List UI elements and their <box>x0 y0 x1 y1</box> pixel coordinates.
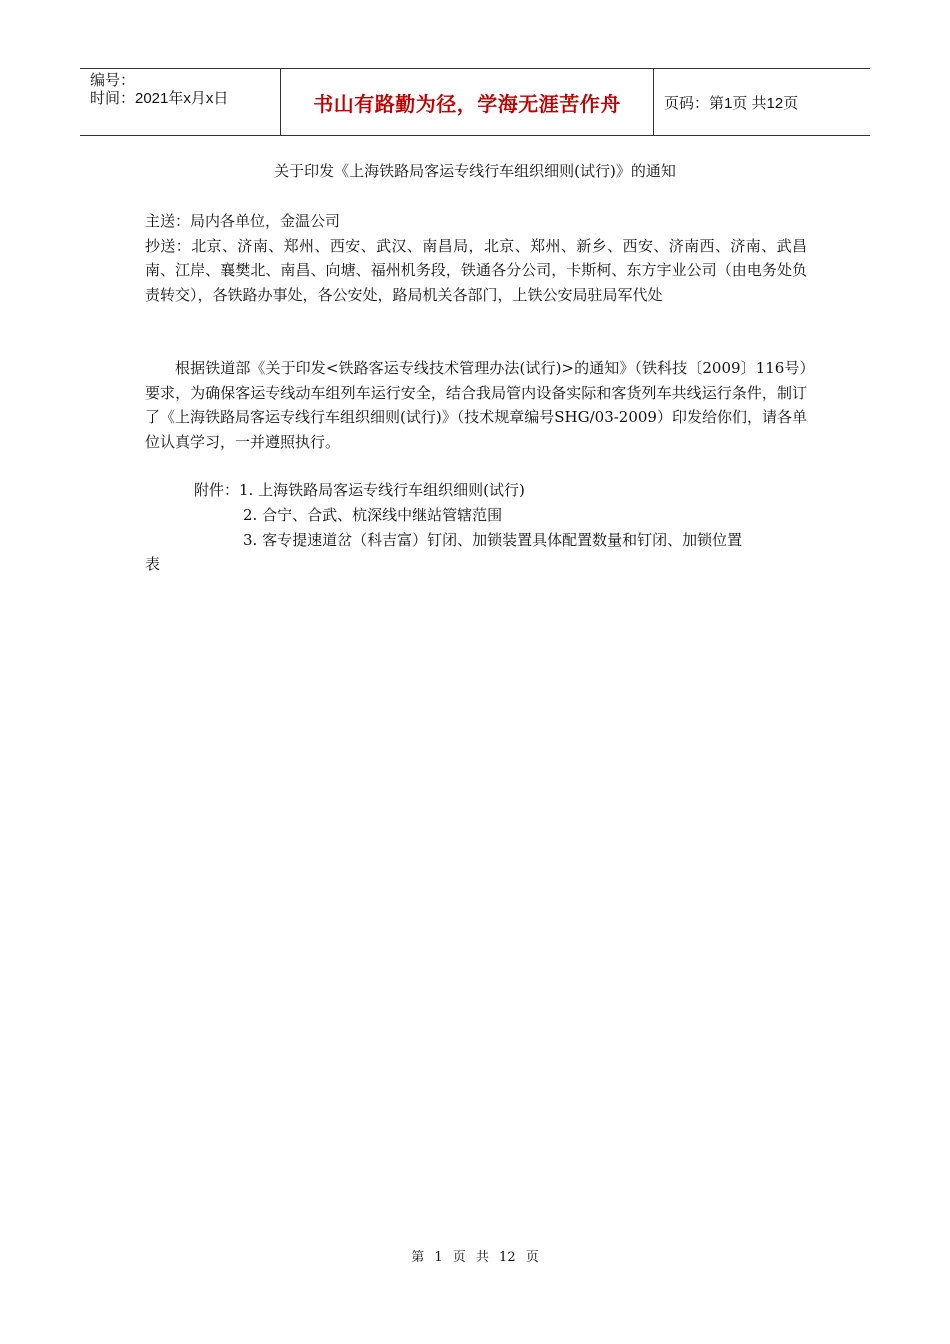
attachment-item-1: 1. 上海铁路局客运专线行车组织细则(试行) <box>239 481 525 499</box>
body-paragraph: 根据铁道部《关于印发<铁路客运专线技术管理办法(试行)>的通知》（铁科技〔2009〕116号）要求，为确保客运专线动车组列车运行安全，结合我局管内设备实际和客货列车共线运行条件，制订了《上海铁路局客运专线行车组织细则(试行)》（技术规章编号SHG/03-2009）印发给你们，请各单位认真学习，一并遵照执行。 <box>145 359 807 451</box>
cc-recipients: 抄送：北京、济南、郑州、西安、武汉、南昌局，北京、郑州、新乡、西安、济南西、济南、武昌南、江岸、襄樊北、南昌、向塘、福州机务段，铁通各分公司，卡斯柯、东方宇业公司（由电务处负责转交），各铁路办事处，各公安处，路局机关各部门，上铁公安局驻局军代处 <box>145 236 807 304</box>
attachments-line-1 <box>194 478 525 503</box>
attachment-item-3-continued: 表 <box>145 555 161 573</box>
attachments-label: 附件： <box>194 481 240 499</box>
header-page-info: 页码：第1页 共12页 <box>664 94 799 112</box>
header-meta-cell <box>80 69 281 135</box>
document-date: 时间：2021年x月x日 <box>90 90 229 107</box>
document-title: 关于印发《上海铁路局客运专线行车组织细则(试行)》的通知 <box>274 162 676 180</box>
page-footer: 第 1 页 共 12 页 <box>411 1250 539 1265</box>
header-motto: 书山有路勤为径，学海无涯苦作舟 <box>281 69 654 135</box>
attachment-item-2: 2. 合宁、合武、杭深线中继站管辖范围 <box>243 506 503 524</box>
document-number-label: 编号： <box>90 72 136 89</box>
attachment-item-3: 3. 客专提速道岔（科吉富）钉闭、加锁装置具体配置数量和钉闭、加锁位置 <box>243 530 743 549</box>
main-recipient: 主送：局内各单位，金温公司 <box>145 212 341 230</box>
header-table <box>80 68 870 136</box>
